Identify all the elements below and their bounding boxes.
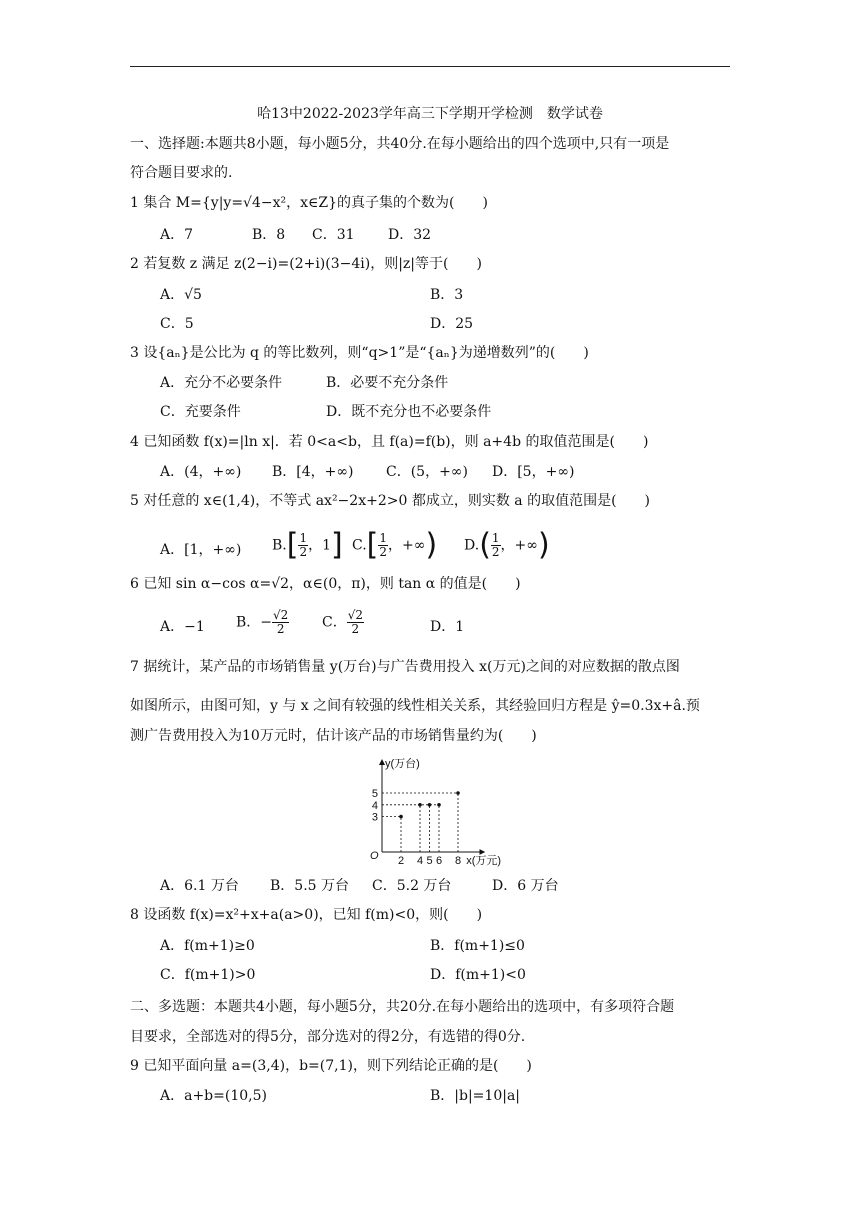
question-9-option-b: B．|b|=10|a| bbox=[430, 1088, 521, 1104]
question-6-option-c bbox=[322, 609, 364, 636]
y-tick-label: 3 bbox=[371, 811, 378, 824]
question-1-option-c: C．31 bbox=[312, 227, 355, 243]
option-c-interval-end: ，+∞ bbox=[388, 537, 426, 554]
left-paren: ( bbox=[479, 527, 491, 563]
fraction-one-half: $\frac{1}{2}$ bbox=[299, 531, 308, 559]
question-5-option-d bbox=[464, 527, 550, 563]
question-1-option-b: B．8 bbox=[252, 227, 286, 243]
question-2-stem: 2 若复数 z 满足 z(2−i)=(2+i)(3−4i)，则|z|等于( ) bbox=[130, 256, 482, 272]
question-4-option-d: D．[5，+∞) bbox=[492, 464, 575, 480]
question-4-option-c: C．(5，+∞) bbox=[386, 464, 468, 480]
question-3-stem: 3 设{aₙ}是公比为 q 的等比数列，则“q>1”是“{aₙ}为递增数列”的( ) bbox=[130, 345, 589, 361]
question-5-option-a: A．[1，+∞) bbox=[160, 542, 242, 558]
x-tick-label: 5 bbox=[426, 855, 433, 867]
option-b-label: B．− bbox=[236, 614, 273, 631]
question-4-option-b: B．[4，+∞) bbox=[272, 464, 354, 480]
question-9-stem: 9 已知平面向量 a=(3,4)，b=(7,1)，则下列结论正确的是( ) bbox=[130, 1058, 532, 1074]
question-7-option-a: A．6.1 万台 bbox=[160, 878, 239, 894]
question-3-option-d: D．既不充分也不必要条件 bbox=[326, 404, 492, 420]
left-square-bracket: [ bbox=[286, 527, 299, 563]
question-7-line3: 测广告费用投入为10万元时，估计该产品的市场销售量约为( ) bbox=[130, 728, 537, 744]
question-7-option-c: C．5.2 万台 bbox=[372, 878, 452, 894]
question-4-stem: 4 已知函数 f(x)=|ln x|．若 0<a<b，且 f(a)=f(b)，则 a+4b 的取值范围是( ) bbox=[130, 434, 649, 450]
section1-instructions-line1: 一、选择题:本题共8小题，每小题5分，共40分.在每小题给出的四个选项中,只有一项是 bbox=[130, 136, 670, 152]
question-2-option-d: D．25 bbox=[430, 316, 474, 332]
y-tick-label: 4 bbox=[371, 799, 378, 812]
option-d-interval-end: ，+∞ bbox=[500, 537, 538, 554]
question-8-option-a: A．f(m+1)≥0 bbox=[160, 938, 255, 954]
question-1-option-a: A．7 bbox=[160, 227, 194, 243]
scatter-plot bbox=[360, 756, 530, 868]
fraction-sqrt2-over-2: $\frac{√2}{2}$ bbox=[347, 608, 363, 636]
x-axis-label: x(万元) bbox=[466, 855, 502, 867]
section2-instructions-line2: 目要求，全部选对的得5分，部分选对的得2分，有选错的得0分. bbox=[130, 1029, 526, 1045]
exam-title: 哈13中2022-2023学年高三下学期开学检测 数学试卷 bbox=[257, 106, 603, 122]
question-6-option-b bbox=[236, 609, 289, 636]
question-6-option-a: A．−1 bbox=[160, 619, 205, 635]
scatter-plot-figure bbox=[360, 756, 530, 872]
question-9-option-a: A．a+b=(10,5) bbox=[160, 1088, 267, 1104]
question-5-option-c bbox=[352, 527, 438, 563]
question-8-stem: 8 设函数 f(x)=x²+x+a(a>0)，已知 f(m)<0，则( ) bbox=[130, 907, 483, 923]
header-rule bbox=[130, 66, 730, 67]
question-7-option-d: D．6 万台 bbox=[492, 878, 559, 894]
question-8-option-c: C．f(m+1)>0 bbox=[160, 967, 256, 983]
x-tick-label: 6 bbox=[435, 855, 443, 867]
x-tick-label: 4 bbox=[416, 855, 424, 867]
right-paren: ) bbox=[425, 527, 438, 563]
question-7-option-b: B．5.5 万台 bbox=[270, 878, 350, 894]
fraction-one-half: $\frac{1}{2}$ bbox=[379, 531, 388, 559]
question-8-option-b: B．f(m+1)≤0 bbox=[430, 938, 525, 954]
question-8-option-d: D．f(m+1)<0 bbox=[430, 967, 526, 983]
question-6-option-d: D．1 bbox=[430, 619, 465, 635]
right-square-bracket: ] bbox=[331, 527, 343, 563]
left-square-bracket: [ bbox=[366, 527, 379, 563]
option-b-interval-end: ，1 bbox=[308, 537, 332, 554]
y-axis-label: y(万台) bbox=[385, 758, 420, 770]
question-1-option-d: D．32 bbox=[388, 227, 432, 243]
question-3-option-b: B．必要不充分条件 bbox=[326, 375, 449, 391]
fraction-one-half: $\frac{1}{2}$ bbox=[491, 531, 500, 559]
question-7-line2: 如图所示，由图可知，y 与 x 之间有较强的线性相关关系，其经验回归方程是 ŷ=0.3x+â.预 bbox=[130, 698, 700, 714]
question-2-option-b: B．3 bbox=[430, 287, 464, 303]
right-paren: ) bbox=[537, 527, 550, 563]
fraction-sqrt2-over-2: $\frac{√2}{2}$ bbox=[273, 608, 289, 636]
question-2-option-c: C．5 bbox=[160, 316, 194, 332]
origin-label: O bbox=[370, 850, 379, 862]
section1-instructions-line2: 符合题目要求的. bbox=[130, 165, 233, 181]
y-tick-label: 5 bbox=[371, 788, 378, 800]
question-4-option-a: A．(4，+∞) bbox=[160, 464, 242, 480]
x-tick-label: 8 bbox=[454, 855, 462, 867]
option-c-label: C． bbox=[322, 614, 347, 631]
x-tick-label: 2 bbox=[397, 855, 405, 867]
question-5-option-b bbox=[272, 527, 343, 563]
question-5-stem: 5 对任意的 x∈(1,4)，不等式 ax²−2x+2>0 都成立，则实数 a 的取值范围是( ) bbox=[130, 493, 650, 509]
question-1-stem: 1 集合 M={y|y=√4−x²，x∈Z}的真子集的个数为( ) bbox=[130, 195, 488, 211]
question-2-option-a: A．√5 bbox=[160, 287, 202, 303]
plot-layer bbox=[372, 788, 461, 867]
option-b-letter: B. bbox=[272, 537, 287, 554]
section2-instructions-line1: 二、多选题：本题共4小题，每小题5分，共20分.在每小题给出的选项中，有多项符合题 bbox=[130, 999, 675, 1015]
question-3-option-c: C．充要条件 bbox=[160, 404, 241, 420]
option-d-letter: D. bbox=[464, 537, 480, 554]
question-3-option-a: A．充分不必要条件 bbox=[160, 375, 283, 391]
option-c-letter: C. bbox=[352, 537, 367, 554]
question-7-line1: 7 据统计，某产品的市场销售量 y(万台)与广告费用投入 x(万元)之间的对应数据的散点图 bbox=[130, 659, 680, 675]
question-6-stem: 6 已知 sin α−cos α=√2，α∈(0，π)，则 tan α 的值是( ) bbox=[130, 576, 521, 592]
